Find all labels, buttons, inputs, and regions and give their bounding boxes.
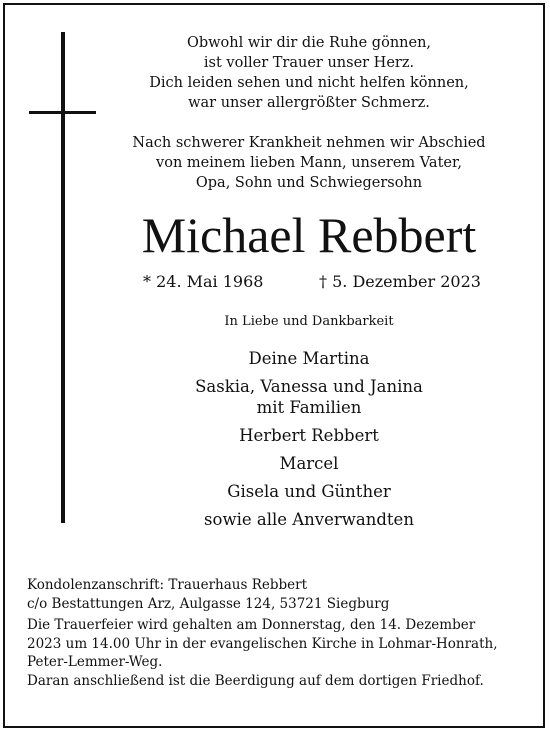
service-info: Peter-Lemmer-Weg.: [27, 654, 163, 670]
announcement-line: Nach schwerer Krankheit nehmen wir Abschied: [132, 135, 486, 151]
verse-line: war unser allergrößter Schmerz.: [188, 95, 430, 111]
mourner-line: Gisela und Günther: [227, 482, 391, 501]
condolence-address: c/o Bestattungen Arz, Aulgasse 124, 53721 Siegburg: [27, 595, 390, 612]
mourner-line: Saskia, Vanessa und Janina: [195, 377, 423, 396]
mourners-list: [130, 348, 488, 537]
cross-horizontal-bar: [29, 111, 96, 114]
mourner-line: mit Familien: [256, 398, 362, 417]
service-info: 2023 um 14.00 Uhr in der evangelischen Kirche in Lohmar-Honrath,: [27, 635, 498, 652]
condolence-address: Kondolenzanschrift: Trauerhaus Rebbert: [27, 577, 307, 593]
death-date: † 5. Dezember 2023: [319, 272, 481, 291]
verse-line: Dich leiden sehen und nicht helfen können,: [149, 75, 469, 91]
verse-block: [100, 33, 518, 113]
footer-info: [27, 576, 532, 690]
birth-date: * 24. Mai 1968: [143, 272, 264, 291]
mourner-line: Deine Martina: [248, 349, 370, 368]
service-info: Die Trauerfeier wird gehalten am Donnerstag, den 14. Dezember: [27, 617, 476, 633]
mourner-line: sowie alle Anverwandten: [204, 510, 414, 529]
closing-phrase: In Liebe und Dankbarkeit: [224, 314, 394, 329]
mourner-line: Marcel: [279, 454, 339, 473]
announcement-block: [100, 133, 518, 193]
announcement-line: Opa, Sohn und Schwiegersohn: [195, 175, 423, 191]
mourner-line: Herbert Rebbert: [239, 426, 379, 445]
burial-info: Daran anschließend ist die Beerdigung auf dem dortigen Friedhof.: [27, 672, 484, 689]
cross-vertical-bar: [61, 32, 65, 523]
verse-line: ist voller Trauer unser Herz.: [203, 55, 415, 71]
deceased-name: Michael Rebbert: [141, 207, 477, 263]
announcement-line: von meinem lieben Mann, unserem Vater,: [156, 155, 462, 171]
verse-line: Obwohl wir dir die Ruhe gönnen,: [186, 35, 432, 51]
